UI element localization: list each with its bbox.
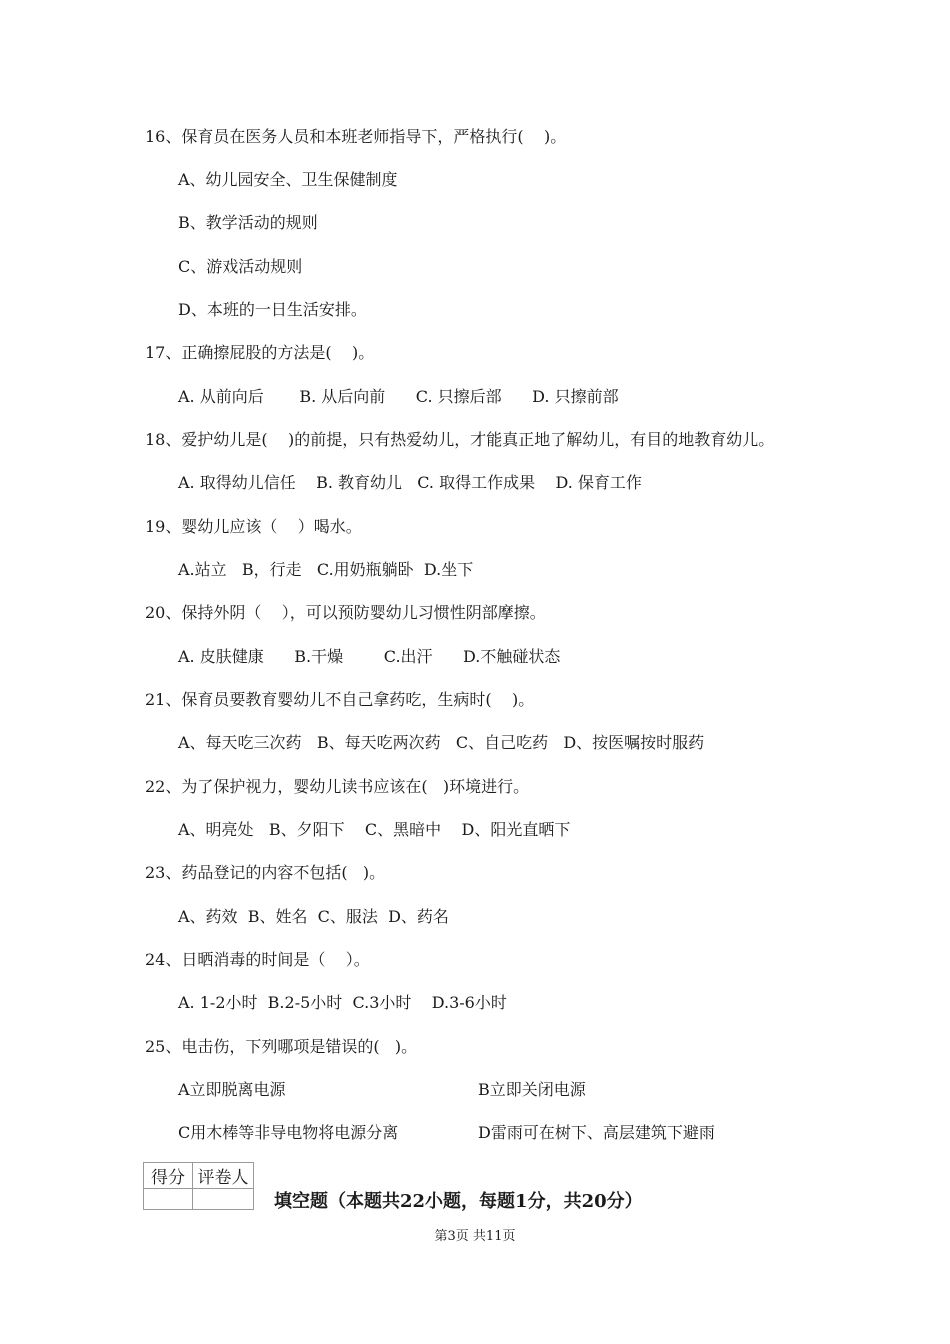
q24-options: A. 1-2小时 B.2-5小时 C.3小时 D.3-6小时 <box>178 993 507 1012</box>
q18-options: A. 取得幼儿信任 B. 教育幼儿 C. 取得工作成果 D. 保育工作 <box>178 473 642 492</box>
q20-options: A. 皮肤健康 B.干燥 C.出汗 D.不触碰状态 <box>178 647 561 666</box>
grader-cell <box>193 1189 254 1210</box>
score-label: 得分 <box>144 1163 193 1189</box>
q17-options: A. 从前向后 B. 从后向前 C. 只擦后部 D. 只擦前部 <box>178 387 619 406</box>
q25-option-d: D雷雨可在树下、高层建筑下避雨 <box>478 1123 715 1142</box>
grader-label: 评卷人 <box>193 1163 254 1189</box>
q16-option-c: C、游戏活动规则 <box>178 257 303 276</box>
section-title: 填空题（本题共22小题，每题1分，共20分） <box>274 1191 643 1212</box>
q25-option-c: C用木棒等非导电物将电源分离 <box>178 1123 399 1142</box>
question-24: 24、日晒消毒的时间是（ ）。 <box>145 950 370 969</box>
question-22: 22、为了保护视力，婴幼儿读书应该在( )环境进行。 <box>145 777 530 796</box>
q19-options: A.站立 B，行走 C.用奶瓶躺卧 D.坐下 <box>178 560 474 579</box>
score-box <box>143 1162 254 1210</box>
question-21: 21、保育员要教育婴幼儿不自己拿药吃，生病时( )。 <box>145 690 535 709</box>
q23-options: A、药效 B、姓名 C、服法 D、药名 <box>178 907 449 926</box>
question-18: 18、爱护幼儿是( )的前提，只有热爱幼儿，才能真正地了解幼儿，有目的地教育幼儿。 <box>145 430 775 449</box>
question-20: 20、保持外阴（ ），可以预防婴幼儿习惯性阴部摩擦。 <box>145 603 546 622</box>
q16-option-d: D、本班的一日生活安排。 <box>178 300 367 319</box>
q25-option-b: B立即关闭电源 <box>478 1080 586 1099</box>
question-16: 16、保育员在医务人员和本班老师指导下，严格执行( )。 <box>145 127 567 146</box>
q16-option-a: A、幼儿园安全、卫生保健制度 <box>178 170 398 189</box>
question-25: 25、电击伤，下列哪项是错误的( )。 <box>145 1037 418 1056</box>
question-23: 23、药品登记的内容不包括( )。 <box>145 863 386 882</box>
page-footer: 第3页 共11页 <box>434 1229 516 1244</box>
q25-option-a: A立即脱离电源 <box>178 1080 286 1099</box>
q16-option-b: B、教学活动的规则 <box>178 213 318 232</box>
q22-options: A、明亮处 B、夕阳下 C、黑暗中 D、阳光直晒下 <box>178 820 571 839</box>
question-17: 17、正确擦屁股的方法是( )。 <box>145 343 375 362</box>
question-19: 19、婴幼儿应该（ ）喝水。 <box>145 517 362 536</box>
q21-options: A、每天吃三次药 B、每天吃两次药 C、自己吃药 D、按医嘱按时服药 <box>178 733 705 752</box>
score-cell <box>144 1189 193 1210</box>
